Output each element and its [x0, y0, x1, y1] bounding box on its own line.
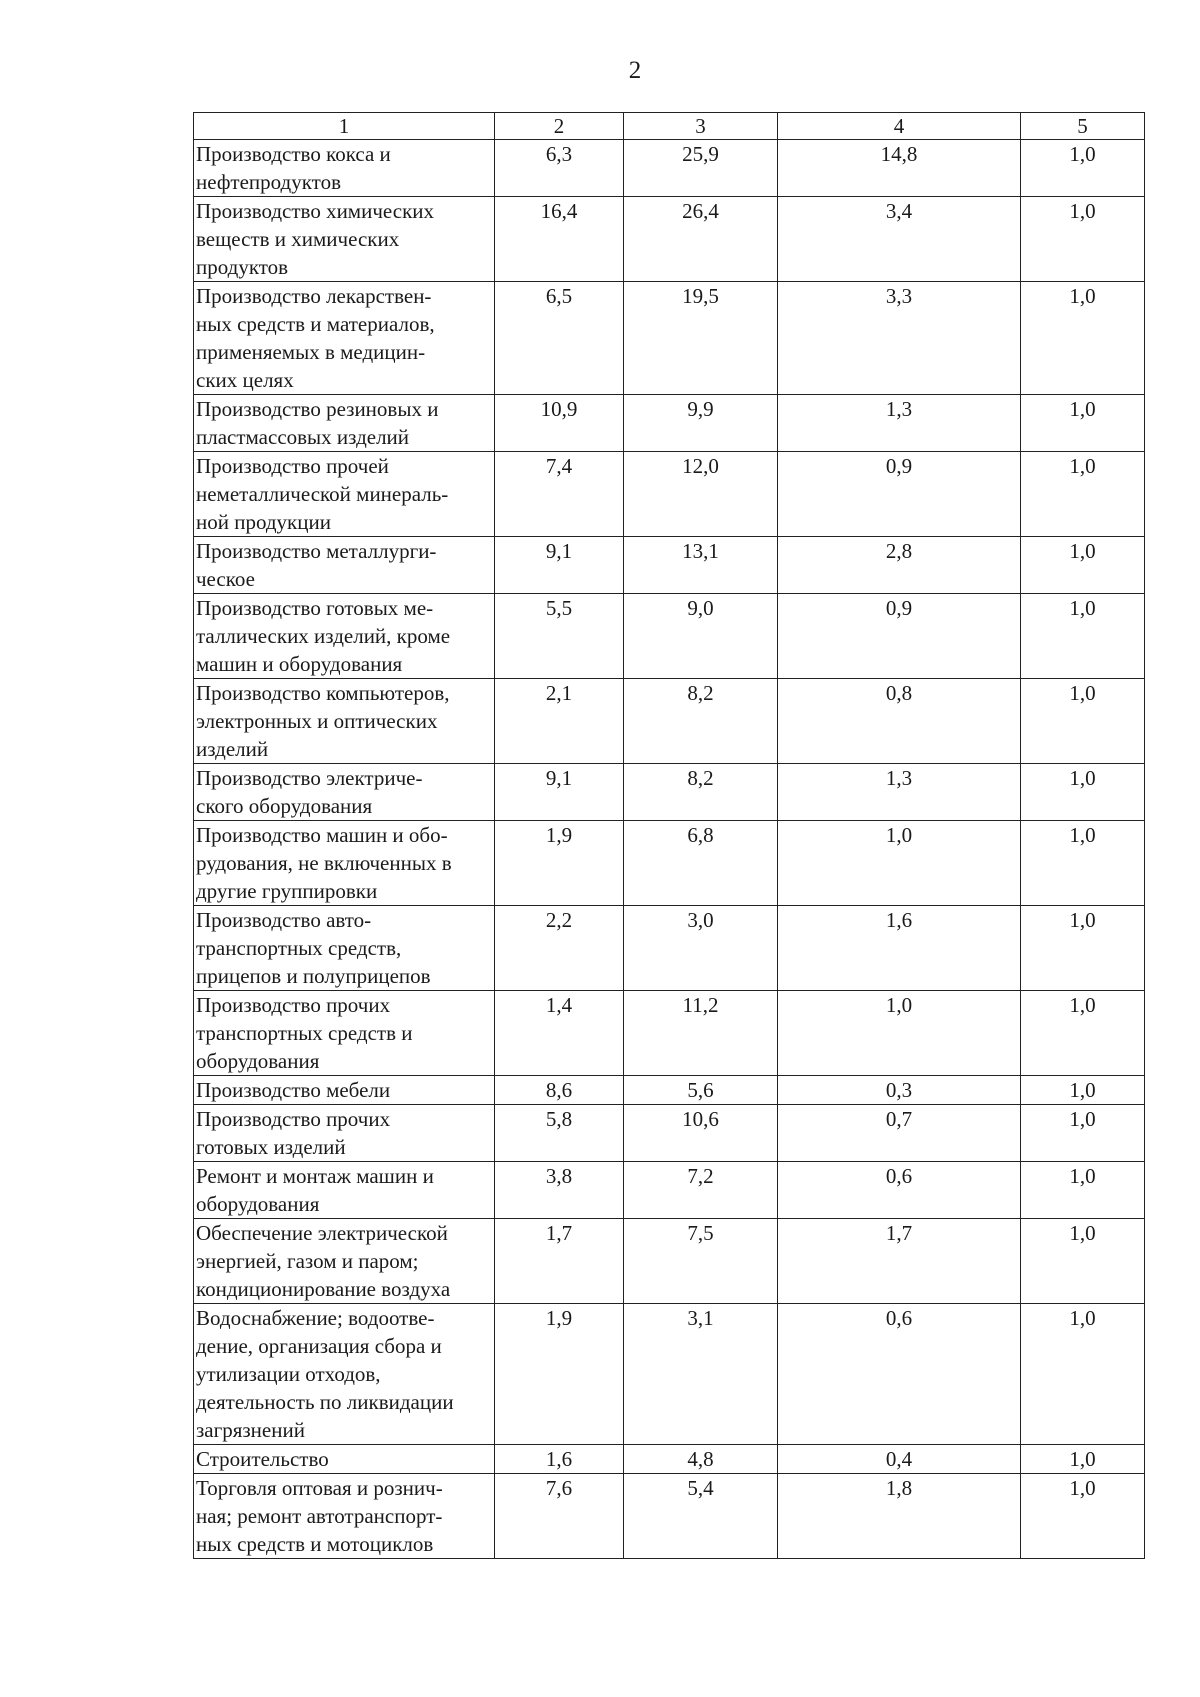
value-cell-c2: 7,6	[495, 1474, 624, 1559]
value-cell-c3: 9,0	[624, 594, 778, 679]
value-cell-c3: 12,0	[624, 452, 778, 537]
value-cell-c3: 3,1	[624, 1304, 778, 1445]
row-label-text: Производство прочей неметаллической минераль- ной продукции	[196, 454, 449, 534]
row-label	[194, 991, 495, 1076]
value-cell-c5: 1,0	[1021, 1304, 1145, 1445]
row-label-text: Производство прочих транспортных средств и оборудования	[196, 993, 413, 1073]
value-cell-c3: 3,0	[624, 906, 778, 991]
value-cell-c2: 1,9	[495, 1304, 624, 1445]
value-cell-c5: 1,0	[1021, 764, 1145, 821]
value-cell-c5: 1,0	[1021, 594, 1145, 679]
table-row	[194, 197, 1145, 282]
row-label-text: Производство готовых ме- таллических изделий, кроме машин и оборудования	[196, 596, 451, 676]
table-body	[194, 140, 1145, 1559]
value-cell-c3: 19,5	[624, 282, 778, 395]
row-label	[194, 1474, 495, 1559]
value-cell-c2: 1,4	[495, 991, 624, 1076]
value-cell-c4: 1,0	[778, 821, 1021, 906]
value-cell-c2: 2,2	[495, 906, 624, 991]
value-cell-c4: 2,8	[778, 537, 1021, 594]
row-label	[194, 679, 495, 764]
column-header-3: 3	[624, 113, 778, 140]
table-row	[194, 1219, 1145, 1304]
table-row	[194, 594, 1145, 679]
value-cell-c4: 0,4	[778, 1445, 1021, 1474]
row-label	[194, 764, 495, 821]
row-label	[194, 1445, 495, 1474]
row-label-text: Производство химических веществ и химических продуктов	[196, 199, 435, 279]
table-row	[194, 991, 1145, 1076]
value-cell-c5: 1,0	[1021, 537, 1145, 594]
table-row	[194, 906, 1145, 991]
value-cell-c2: 1,7	[495, 1219, 624, 1304]
value-cell-c5: 1,0	[1021, 395, 1145, 452]
value-cell-c5: 1,0	[1021, 1445, 1145, 1474]
row-label-text: Обеспечение электрической энергией, газом и паром; кондиционирование воздуха	[196, 1221, 451, 1301]
value-cell-c5: 1,0	[1021, 991, 1145, 1076]
row-label	[194, 821, 495, 906]
value-cell-c5: 1,0	[1021, 1219, 1145, 1304]
row-label	[194, 906, 495, 991]
row-label-text: Производство авто- транспортных средств, прицепов и полуприцепов	[196, 908, 431, 988]
value-cell-c2: 6,5	[495, 282, 624, 395]
value-cell-c4: 0,6	[778, 1162, 1021, 1219]
value-cell-c4: 1,0	[778, 991, 1021, 1076]
value-cell-c5: 1,0	[1021, 1474, 1145, 1559]
value-cell-c3: 7,2	[624, 1162, 778, 1219]
value-cell-c4: 14,8	[778, 140, 1021, 197]
value-cell-c2: 5,8	[495, 1105, 624, 1162]
value-cell-c3: 10,6	[624, 1105, 778, 1162]
row-label-text: Водоснабжение; водоотве- дение, организация сбора и утилизации отходов, деятельность по ликвидации загрязнений	[196, 1306, 454, 1442]
table-row	[194, 1445, 1145, 1474]
row-label-text: Ремонт и монтаж машин и оборудования	[196, 1164, 434, 1216]
table-row	[194, 821, 1145, 906]
row-label-text: Производство лекарствен- ных средств и материалов, применяемых в медицин- ских целях	[196, 284, 435, 392]
row-label-text: Строительство	[196, 1447, 329, 1471]
value-cell-c3: 25,9	[624, 140, 778, 197]
row-label	[194, 1219, 495, 1304]
column-header-4: 4	[778, 113, 1021, 140]
table-row	[194, 395, 1145, 452]
value-cell-c2: 6,3	[495, 140, 624, 197]
value-cell-c2: 5,5	[495, 594, 624, 679]
value-cell-c4: 0,8	[778, 679, 1021, 764]
value-cell-c3: 7,5	[624, 1219, 778, 1304]
value-cell-c3: 9,9	[624, 395, 778, 452]
value-cell-c3: 13,1	[624, 537, 778, 594]
value-cell-c2: 8,6	[495, 1076, 624, 1105]
data-table	[193, 112, 1145, 1559]
value-cell-c5: 1,0	[1021, 1105, 1145, 1162]
row-label	[194, 1162, 495, 1219]
page-number: 2	[628, 57, 642, 84]
value-cell-c4: 0,6	[778, 1304, 1021, 1445]
value-cell-c5: 1,0	[1021, 452, 1145, 537]
row-label	[194, 197, 495, 282]
value-cell-c2: 9,1	[495, 537, 624, 594]
table-row	[194, 1162, 1145, 1219]
value-cell-c2: 1,6	[495, 1445, 624, 1474]
value-cell-c4: 1,8	[778, 1474, 1021, 1559]
value-cell-c2: 3,8	[495, 1162, 624, 1219]
value-cell-c4: 1,3	[778, 395, 1021, 452]
table-row	[194, 679, 1145, 764]
value-cell-c5: 1,0	[1021, 906, 1145, 991]
value-cell-c5: 1,0	[1021, 821, 1145, 906]
column-header-2: 2	[495, 113, 624, 140]
value-cell-c4: 3,3	[778, 282, 1021, 395]
value-cell-c5: 1,0	[1021, 282, 1145, 395]
column-header-5: 5	[1021, 113, 1145, 140]
column-header-1: 1	[194, 113, 495, 140]
row-label-text: Производство резиновых и пластмассовых изделий	[196, 397, 439, 449]
row-label-text: Производство прочих готовых изделий	[196, 1107, 391, 1159]
value-cell-c4: 0,3	[778, 1076, 1021, 1105]
value-cell-c3: 11,2	[624, 991, 778, 1076]
value-cell-c5: 1,0	[1021, 197, 1145, 282]
table-row	[194, 140, 1145, 197]
table-row	[194, 764, 1145, 821]
value-cell-c4: 0,9	[778, 452, 1021, 537]
value-cell-c2: 9,1	[495, 764, 624, 821]
value-cell-c4: 3,4	[778, 197, 1021, 282]
header-row	[194, 113, 1145, 140]
row-label	[194, 1076, 495, 1105]
value-cell-c3: 8,2	[624, 679, 778, 764]
row-label-text: Производство металлурги- ческое	[196, 539, 437, 591]
table-row	[194, 1474, 1145, 1559]
row-label-text: Производство электриче- ского оборудования	[196, 766, 423, 818]
row-label-text: Производство компьютеров, электронных и оптических изделий	[196, 681, 450, 761]
value-cell-c5: 1,0	[1021, 140, 1145, 197]
row-label	[194, 452, 495, 537]
table-row	[194, 1105, 1145, 1162]
row-label	[194, 282, 495, 395]
row-label	[194, 395, 495, 452]
value-cell-c2: 2,1	[495, 679, 624, 764]
row-label-text: Производство кокса и нефтепродуктов	[196, 142, 391, 194]
row-label-text: Производство машин и обо- рудования, не включенных в другие группировки	[196, 823, 452, 903]
value-cell-c3: 6,8	[624, 821, 778, 906]
row-label-text: Производство мебели	[196, 1078, 391, 1102]
value-cell-c2: 16,4	[495, 197, 624, 282]
table-row	[194, 537, 1145, 594]
value-cell-c3: 4,8	[624, 1445, 778, 1474]
table-row	[194, 1076, 1145, 1105]
row-label	[194, 140, 495, 197]
value-cell-c4: 0,7	[778, 1105, 1021, 1162]
value-cell-c4: 1,6	[778, 906, 1021, 991]
row-label	[194, 1304, 495, 1445]
value-cell-c4: 0,9	[778, 594, 1021, 679]
value-cell-c3: 8,2	[624, 764, 778, 821]
value-cell-c5: 1,0	[1021, 1076, 1145, 1105]
value-cell-c2: 1,9	[495, 821, 624, 906]
value-cell-c3: 5,6	[624, 1076, 778, 1105]
row-label	[194, 537, 495, 594]
row-label	[194, 594, 495, 679]
value-cell-c2: 7,4	[495, 452, 624, 537]
value-cell-c4: 1,3	[778, 764, 1021, 821]
value-cell-c4: 1,7	[778, 1219, 1021, 1304]
value-cell-c3: 5,4	[624, 1474, 778, 1559]
row-label-text: Торговля оптовая и рознич- ная; ремонт автотранспорт- ных средств и мотоциклов	[196, 1476, 443, 1556]
table-row	[194, 1304, 1145, 1445]
value-cell-c5: 1,0	[1021, 1162, 1145, 1219]
table-row	[194, 452, 1145, 537]
value-cell-c5: 1,0	[1021, 679, 1145, 764]
table-row	[194, 282, 1145, 395]
value-cell-c2: 10,9	[495, 395, 624, 452]
value-cell-c3: 26,4	[624, 197, 778, 282]
row-label	[194, 1105, 495, 1162]
